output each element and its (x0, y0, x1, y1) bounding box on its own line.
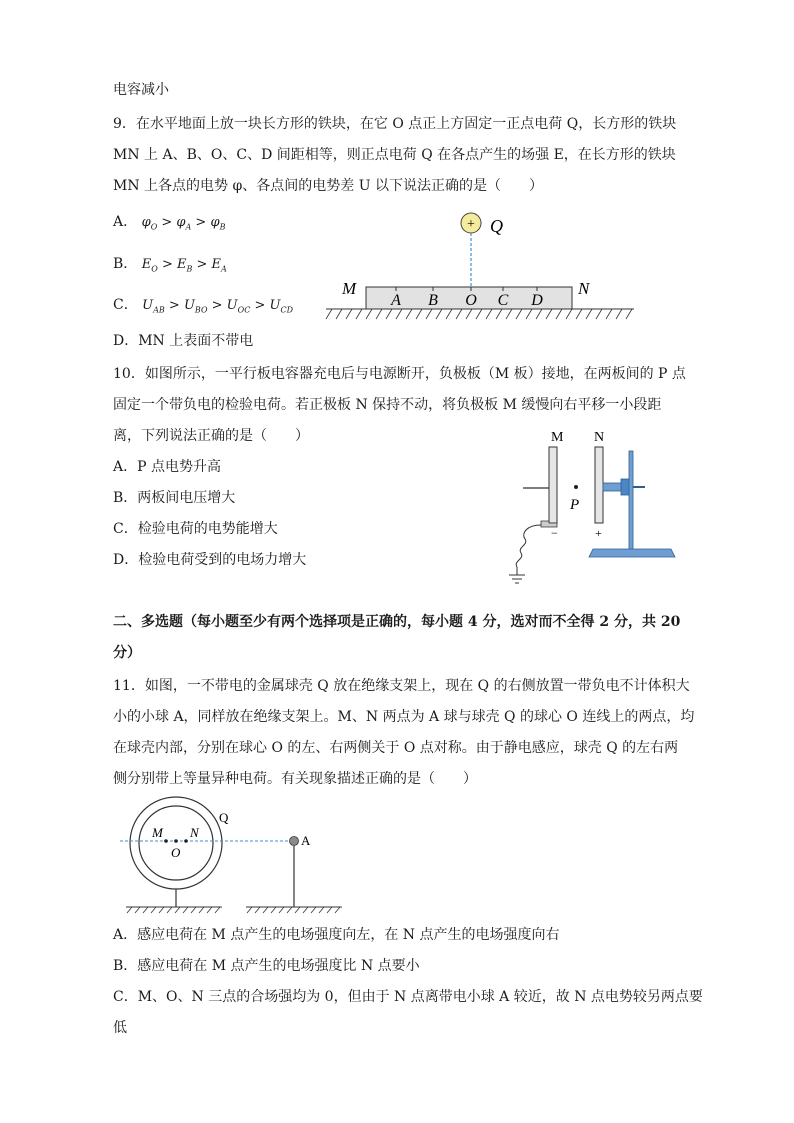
ground-hatch (326, 309, 632, 319)
point-m (164, 839, 168, 843)
ball-a (290, 837, 299, 846)
minus-sign: − (551, 526, 558, 540)
section2-heading-line-1: 二、多选题（每小题至少有两个选择项是正确的，每小题 4 分，选对而不全得 2 分，共 20 (113, 614, 681, 630)
plate-m-label: M (551, 430, 564, 445)
stand-clamp (603, 483, 623, 491)
plate-m (549, 447, 557, 523)
q10-figure (505, 425, 685, 595)
ground-symbol (509, 575, 525, 583)
plate-n-label: N (594, 430, 605, 445)
ground-hatch (127, 907, 340, 913)
q9-figure (322, 205, 642, 327)
q11-line-1: 11．如图，一不带电的金属球壳 Q 放在绝缘支架上，现在 Q 的右侧放置一带负电不计体积大 (113, 678, 690, 694)
label-a: A (391, 292, 401, 309)
q10-line-3: 离，下列说法正确的是（ ） (113, 428, 309, 444)
point-p (574, 485, 578, 489)
point-n (184, 839, 188, 843)
plus-sign: + (595, 526, 602, 540)
label-n: N (578, 279, 590, 298)
q11-line-3: 在球壳内部，分别在球心 O 的左、右两侧关于 O 点对称。由于静电感应，球壳 Q 的左右两 (113, 740, 679, 756)
q9-option-a: A． $\varphi_O > \varphi_A > \varphi_B$ (113, 214, 226, 232)
q9-option-b: B． $E_O > E_B > E_A$ (113, 256, 227, 274)
stand-base (589, 549, 675, 557)
charge-label: Q (490, 216, 503, 236)
q10-option-d: D．检验电荷受到的电场力增大 (113, 552, 307, 568)
q9-line-1: 9．在水平地面上放一块长方形的铁块，在它 O 点正上方固定一正点电荷 Q，长方形的铁块 (113, 116, 677, 132)
point-o (174, 839, 178, 843)
q10-option-c: C．检验电荷的电势能增大 (113, 521, 278, 537)
q9-line-2: MN 上 A、B、O、C、D 间距相等，则正点电荷 Q 在各点产生的场强 E，在长方形的铁块 (113, 147, 676, 163)
q11-option-b: B．感应电荷在 M 点产生的电场强度比 N 点要小 (113, 958, 420, 974)
q10-line-1: 10．如图所示，一平行板电容器充电后与电源断开，负极板（M 板）接地，在两板间的 P 点 (113, 366, 686, 382)
q11-line-4: 侧分别带上等量异种电荷。有关现象描述正确的是（ ） (113, 771, 477, 787)
label-o: O (171, 845, 181, 860)
q10-option-a: A．P 点电势升高 (113, 459, 221, 475)
label-o: O (465, 292, 477, 309)
intro-tail: 电容减小 (113, 82, 169, 98)
charge-sign: + (467, 217, 475, 232)
q11-option-c-cont: 低 (113, 1020, 127, 1036)
section2-heading-line-2: 分） (113, 645, 141, 661)
q10-option-b: B．两板间电压增大 (113, 490, 236, 506)
q9-option-c: C． $U_{AB} > U_{BO} > U_{OC} > U_{CD}$ (113, 297, 293, 315)
q9-line-3: MN 上各点的电势 φ、各点间的电势差 U 以下说法正确的是（ ） (113, 178, 543, 194)
q11-option-a: A．感应电荷在 M 点产生的电场强度向左，在 N 点产生的电场强度向右 (113, 927, 560, 943)
plate-n (595, 447, 603, 523)
label-m: M (342, 279, 357, 298)
shell-inner (139, 806, 213, 880)
q9-option-d: D．MN 上表面不带电 (113, 333, 254, 349)
q11-line-2: 小的小球 A，同样放在绝缘支架上。M、N 两点为 A 球与球壳 Q 的球心 O 连线上的两点，均 (113, 709, 695, 725)
label-m: M (152, 825, 163, 840)
label-b: B (428, 292, 438, 309)
q11-option-c: C．M、O、N 三点的合场强均为 0，但由于 N 点离带电小球 A 较近，故 N 点电势较另两点要 (113, 989, 703, 1005)
ground-wire (516, 525, 541, 575)
label-d: D (531, 292, 543, 309)
label-n: N (190, 825, 199, 840)
q11-figure (118, 795, 348, 917)
stand-pole (629, 451, 633, 551)
label-c: C (497, 292, 509, 309)
shell-label-q: Q (219, 810, 229, 825)
q10-line-2: 固定一个带负电的检验电荷。若正极板 N 保持不动，将负极板 M 缓慢向右平移一小段距 (113, 397, 662, 413)
ball-label-a: A (301, 833, 311, 848)
point-p-label: P (570, 497, 580, 513)
